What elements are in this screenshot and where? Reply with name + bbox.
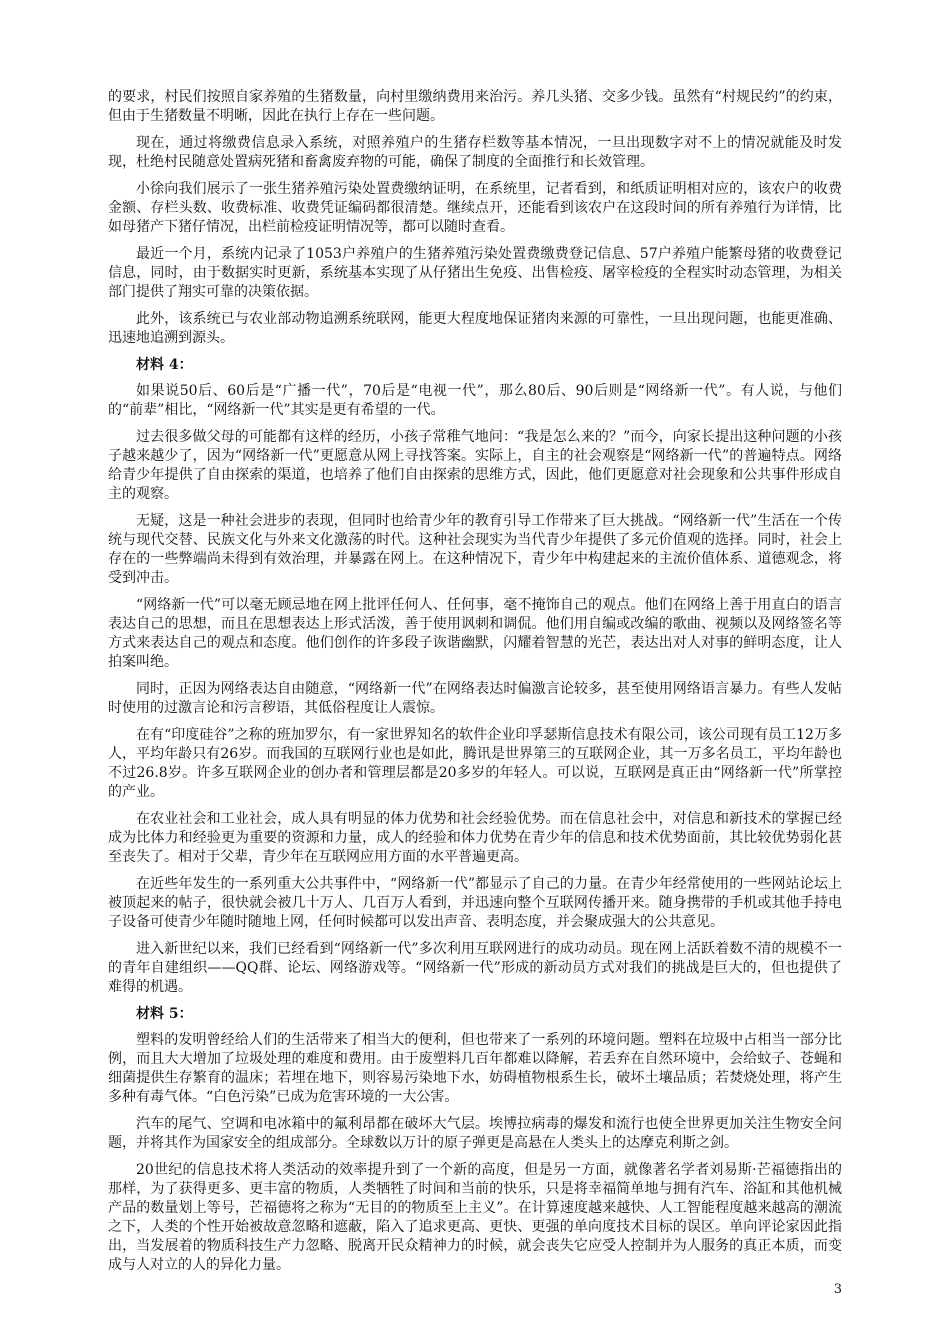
paragraph: 同时，正因为网络表达自由随意，“网络新一代”在网络表达时偏激言论较多，甚至使用网络语言暴力。有些人发帖时使用的过激言论和污言秽语，其低俗程度让人震惊。: [108, 681, 842, 716]
paragraph: 最近一个月，系统内记录了1053户养殖户的生猪养殖污染处置费缴费登记信息、57户养殖户能繁母猪的收费登记信息，同时，由于数据实时更新，系统基本实现了从仔猪出生免疫、出售检疫、屠宰检疫的全程实时动态管理，为相关部门提供了翔实可靠的决策依据。: [108, 246, 842, 300]
paragraph: 此外，该系统已与农业部动物追溯系统联网，能更大程度地保证猪肉来源的可靠性，一旦出现问题，也能更准确、迅速地追溯到源头。: [108, 311, 842, 346]
material-5-heading: 材料 5：: [136, 1006, 193, 1022]
material-4-heading: 材料 4：: [136, 357, 193, 373]
paragraph: 在农业社会和工业社会，成人具有明显的体力优势和社会经验优势。而在信息社会中，对信息和新技术的掌握已经成为比体力和经验更为重要的资源和力量，成人的经验和体力优势在青少年的信息和技术优势面前，其比较优势弱化甚至丧失了。相对于父辈，青少年在互联网应用方面的水平普遍更高。: [108, 811, 842, 865]
page-number: 3: [833, 1282, 842, 1297]
paragraph: 小徐向我们展示了一张生猪养殖污染处置费缴纳证明，在系统里，记者看到，和纸质证明相对应的，该农户的收费金额、存栏头数、收费标准、收费凭证编码都很清楚。继续点开，还能看到该农户在这段时间的所有养殖行为详情，比如母猪产下猪仔情况，出栏前检疫证明情况等，都可以随时查看。: [108, 181, 842, 235]
paragraph: 进入新世纪以来，我们已经看到“网络新一代”多次利用互联网进行的成功动员。现在网上活跃着数不清的规模不一的青年自建组织——QQ群、论坛、网络游戏等。“网络新一代”形成的新动员方式对我们的挑战是巨大的，但也提供了难得的机遇。: [108, 941, 842, 995]
paragraph: 在有“印度硅谷”之称的班加罗尔，有一家世界知名的软件企业印孚瑟斯信息技术有限公司，该公司现有员工12万多人，平均年龄只有26岁。而我国的互联网行业也是如此，腾讯是世界第三的互联网企业，其一万多名员工，平均年龄也不过26.8岁。许多互联网企业的创办者和管理层都是20多岁的年轻人。可以说，互联网是真正由“网络新一代”所掌控的产业。: [108, 727, 842, 800]
document-page: [108, 88, 842, 1283]
paragraph: 如果说50后、60后是“广播一代”，70后是“电视一代”，那么80后、90后则是“网络新一代”。有人说，与他们的“前辈”相比，“网络新一代”其实是更有希望的一代。: [108, 383, 842, 418]
paragraph: 在近些年发生的一系列重大公共事件中，“网络新一代”都显示了自己的力量。在青少年经常使用的一些网站论坛上被顶起来的帖子，很快就会被几十万人、几百万人看到，并迅速向整个互联网传播开来。随身携带的手机或其他手持电子设备可使青少年随时随地上网，任何时候都可以发出声音、表明态度，并会聚成强大的公共意见。: [108, 876, 842, 930]
paragraph: 汽车的尾气、空调和电冰箱中的氟利昂都在破坏大气层。埃博拉病毒的爆发和流行也使全世界更加关注生物安全问题，并将其作为国家安全的组成部分。全球数以万计的原子弹更是高悬在人类头上的达摩克利斯之剑。: [108, 1116, 842, 1151]
paragraph: 20世纪的信息技术将人类活动的效率提升到了一个新的高度，但是另一方面，就像著名学者刘易斯·芒福德指出的那样，为了获得更多、更丰富的物质，人类牺牲了时间和当前的快乐，只是将幸福简单地与拥有汽车、浴缸和其他机械产品的数量划上等号，芒福德将之称为“无目的的物质至上主义”。在计算速度越来越快、人工智能程度越来越高的潮流之下，人类的个性开始被故意忽略和遮蔽，陷入了追求更高、更快、更强的单向度技术目标的误区。单向评论家因此指出，当发展着的物质科技生产力忽略、脱离开民众精神力的时候，就会丧失它应受人控制并为人服务的真正本质，而变成与人对立的人的异化力量。: [108, 1162, 842, 1273]
paragraph: 的要求，村民们按照自家养殖的生猪数量，向村里缴纳费用来治污。养几头猪、交多少钱。虽然有“村规民约”的约束，但由于生猪数量不明晰，因此在执行上存在一些问题。: [108, 89, 842, 124]
paragraph: 现在，通过将缴费信息录入系统，对照养殖户的生猪存栏数等基本情况，一旦出现数字对不上的情况就能及时发现，杜绝村民随意处置病死猪和畜禽废弃物的可能，确保了制度的全面推行和长效管理。: [108, 135, 842, 170]
paragraph: 无疑，这是一种社会进步的表现，但同时也给青少年的教育引导工作带来了巨大挑战。“网络新一代”生活在一个传统与现代交替、民族文化与外来文化激荡的时代。这种社会现实为当代青少年提供了多元价值观的选择。同时，社会上存在的一些弊端尚未得到有效治理，并暴露在网上。在这种情况下，青少年中构建起来的主流价值体系、道德观念，将受到冲击。: [108, 513, 842, 586]
paragraph: 塑料的发明曾经给人们的生活带来了相当大的便利，但也带来了一系列的环境问题。塑料在垃圾中占相当一部分比例，而且大大增加了垃圾处理的难度和费用。由于废塑料几百年都难以降解，若丢弃在自然环境中，会给蚊子、苍蝇和细菌提供生存繁育的温床；若埋在地下，则容易污染地下水，妨碍植物根系生长，破坏土壤品质；若焚烧处理，将产生多种有毒气体。“白色污染”已成为危害环境的一大公害。: [108, 1032, 842, 1105]
paragraph: 过去很多做父母的可能都有这样的经历，小孩子常稚气地问：“我是怎么来的？”而今，向家长提出这种问题的小孩子越来越少了，因为“网络新一代”更愿意从网上寻找答案。实际上，自主的社会观察是“网络新一代”的普遍特点。网络给青少年提供了自由探索的渠道，也培养了他们自由探索的思维方式，因此，他们更愿意对社会现象和公共事件形成自主的观察。: [108, 429, 842, 502]
paragraph: “网络新一代”可以毫无顾忌地在网上批评任何人、任何事，毫不掩饰自己的观点。他们在网络上善于用直白的语言表达自己的思想，而且在思想表达上形式活泼，善于使用讽刺和调侃。他们用自编或改编的歌曲、视频以及网络签名等方式来表达自己的观点和态度。他们创作的许多段子诙谐幽默，闪耀着智慧的光芒，表达出对人对事的鲜明态度，让人拍案叫绝。: [108, 597, 842, 670]
